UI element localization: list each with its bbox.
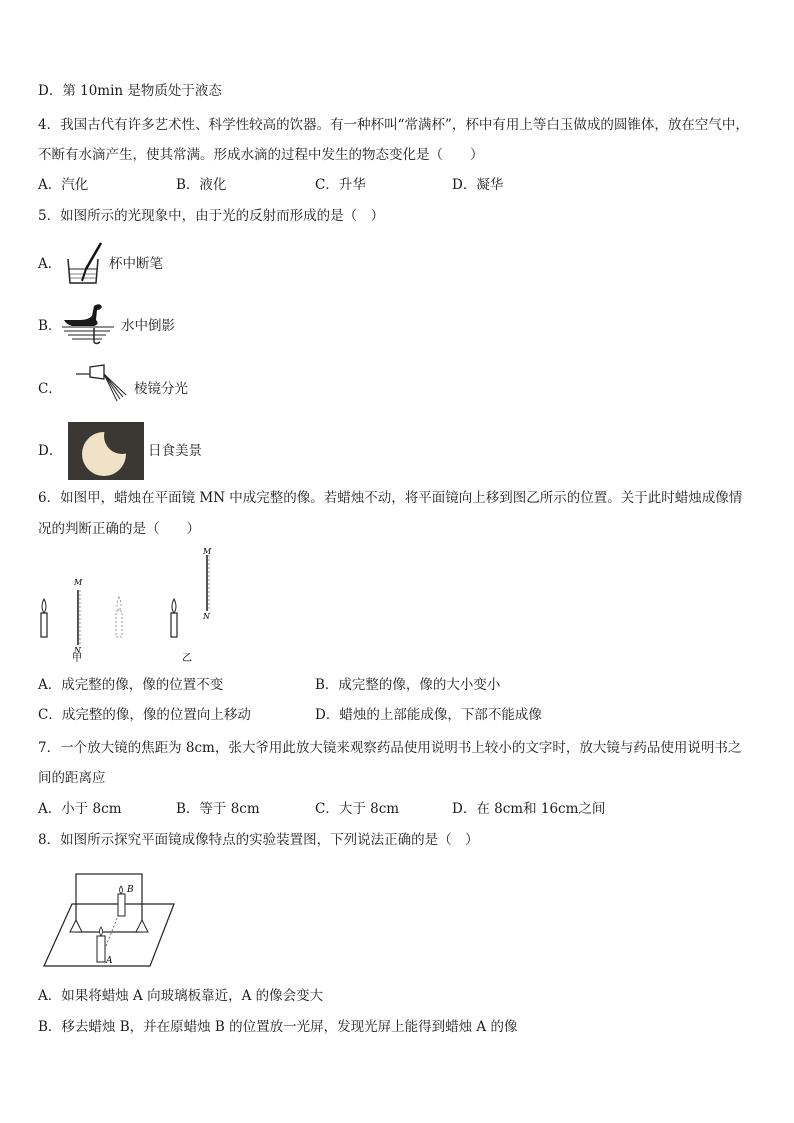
q7-stem-line1: 7．一个放大镜的焦距为 8cm，张大爷用此放大镜来观察药品使用说明书上较小的文字时，放大镜与药品使用说明书之 (38, 740, 742, 756)
candle-a-label: A (106, 956, 113, 966)
candle-b-label: B (127, 885, 134, 895)
q6-option-a: A．成完整的像，像的位置不变 (38, 677, 224, 693)
q6-stem-line1: 6．如图甲，蜡烛在平面镜 MN 中成完整的像。若蜡烛不动，将平面镜向上移到图乙所示的位置。关于此时蜡烛成像情 (38, 490, 743, 506)
q7-option-a: A．小于 8cm (38, 801, 122, 817)
q5-stem: 5．如图所示的光现象中，由于光的反射而形成的是（ ） (38, 208, 385, 224)
q7-option-d: D．在 8cm和 16cm之间 (452, 801, 606, 817)
q5-option-d-letter: D． (38, 443, 63, 459)
q4-option-c: C．升华 (315, 177, 366, 193)
q8-stem: 8．如图所示探究平面镜成像特点的实验装置图，下列说法正确的是（ ） (38, 832, 479, 848)
prism-figure (74, 362, 132, 404)
q7-option-c: C．大于 8cm (315, 801, 400, 817)
q7-option-b: B．等于 8cm (176, 801, 260, 817)
q5-option-b-letter: B． (38, 318, 62, 334)
m-label-jia: M (74, 578, 83, 587)
q5-option-a-letter: A． (38, 256, 62, 272)
q5-option-d-caption: 日食美景 (148, 443, 202, 459)
q4-stem-line1: 4．我国古代有许多艺术性、科学性较高的饮器。有一种杯叫“常满杯”，杯中有用上等白玉做成的圆锥体，放在空气中， (38, 117, 749, 133)
q8-option-b: B．移去蜡烛 B，并在原蜡烛 B 的位置放一光屏，发现光屏上能得到蜡烛 A 的像 (38, 1019, 518, 1035)
q8-option-a: A．如果将蜡烛 A 向玻璃板靠近，A 的像会变大 (38, 988, 324, 1004)
q6-option-c: C．成完整的像，像的位置向上移动 (38, 707, 251, 723)
q4-option-d: D．凝华 (452, 177, 504, 193)
q6-stem-line2: 况的判断正确的是（ ） (38, 521, 200, 537)
q4-stem-line2: 不断有水滴产生，使其常满。形成水滴的过程中发生的物态变化是（ ） (38, 147, 484, 163)
q5-option-c-letter: C． (38, 381, 62, 397)
q5-option-a-caption: 杯中断笔 (109, 256, 163, 272)
plane-mirror-apparatus-figure (40, 868, 180, 972)
cup-pencil-figure (62, 241, 106, 287)
q5-option-c-caption: 棱镜分光 (134, 381, 188, 397)
bird-reflection-figure (60, 300, 116, 346)
yi-label: 乙 (182, 653, 192, 664)
q5-option-b-caption: 水中倒影 (121, 318, 175, 334)
n-label-jia: N (74, 646, 81, 655)
q4-option-b: B．液化 (176, 177, 227, 193)
q7-stem-line2: 间的距离应 (38, 770, 106, 786)
jia-label: 甲 (72, 653, 82, 664)
n-label-yi: N (203, 612, 210, 621)
solar-eclipse-figure (68, 422, 144, 480)
q6-option-d: D．蜡烛的上部能成像，下部不能成像 (315, 707, 542, 723)
q6-option-b: B．成完整的像，像的大小变小 (315, 677, 501, 693)
q4-option-a: A．汽化 (38, 177, 89, 193)
m-label-yi: M (203, 547, 212, 556)
q3-option-d: D．第 10min 是物质处于液态 (38, 83, 222, 99)
mirror-candle-figure (30, 545, 230, 667)
